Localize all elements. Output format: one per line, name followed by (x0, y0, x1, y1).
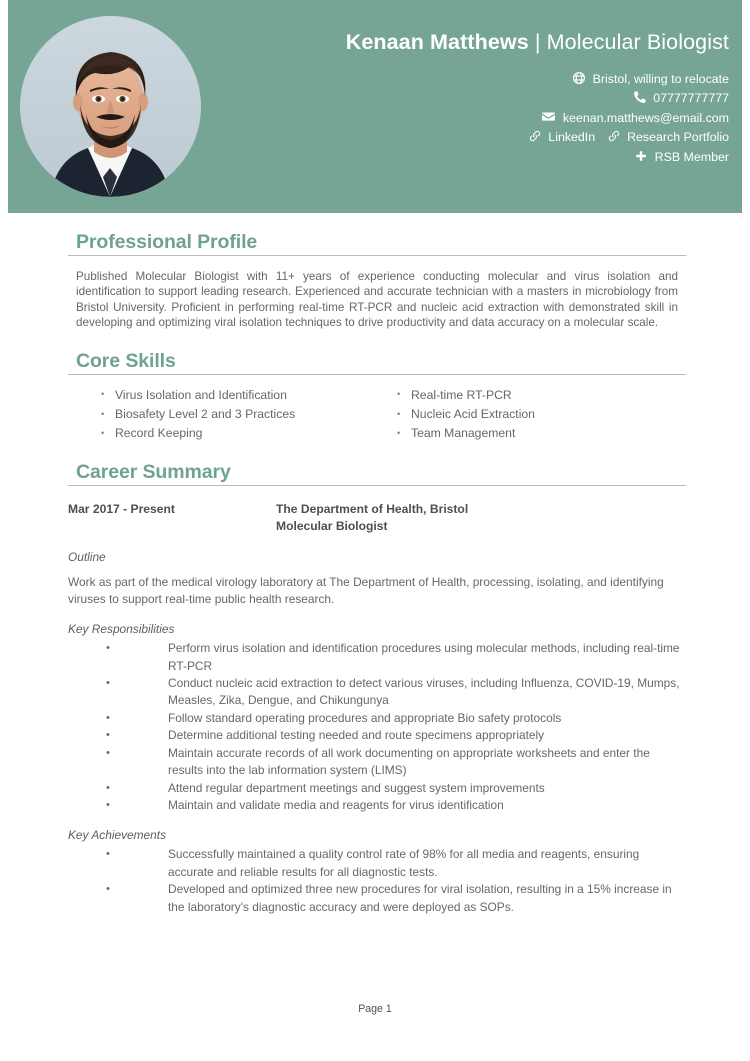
contact-portfolio[interactable] (608, 128, 729, 148)
list-item-text: Developed and optimized three new procedures for viral isolation, resulting in a 15% increase in the laboratory's diagnostic accuracy and were deployed as SOPs. (168, 882, 672, 914)
link-icon (529, 130, 541, 142)
list-item-text: Attend regular department meetings and suggest system improvements (168, 780, 545, 795)
contact-membership-label: RSB Member (654, 149, 729, 164)
job-header (68, 501, 686, 536)
bullet-marker: • (106, 798, 110, 811)
list-item: • Nucleic Acid Extraction (395, 405, 686, 424)
bullet-marker: • (106, 883, 110, 896)
bullet-marker: • (106, 711, 110, 724)
contact-row-membership (346, 148, 729, 168)
contact-location-label: Bristol, willing to relocate (592, 71, 729, 86)
contact-row-phone (346, 89, 729, 109)
contact-linkedin-label: LinkedIn (548, 130, 596, 145)
core-skills-columns (68, 386, 686, 444)
profile-photo (20, 16, 201, 197)
title-separator: | (534, 30, 541, 54)
resume-header-band (8, 0, 742, 213)
job-company: The Department of Health, Bristol (276, 501, 469, 516)
list-item (68, 881, 686, 916)
job-title: Molecular Biologist (276, 519, 388, 534)
envelope-icon (542, 110, 555, 123)
list-item (68, 797, 686, 814)
contact-email[interactable] (542, 109, 729, 129)
list-item-text: Successfully maintained a quality control rate of 98% for all media and reagents, ensuring accurate and reliable results for all diagnostic tests. (168, 847, 640, 879)
list-item-text: Conduct nucleic acid extraction to detect various viruses, including Influenza, COVID-19, Mumps, Measles, Zika, Dengue, and Chikungunya (168, 676, 680, 708)
responsibilities-list (68, 640, 686, 814)
contact-portfolio-label: Research Portfolio (627, 130, 729, 145)
core-skills-heading-wrap (68, 350, 686, 375)
list-item: • Virus Isolation and Identification (99, 386, 377, 405)
header-text-block (346, 30, 729, 167)
bullet-marker: • (106, 642, 110, 655)
bullet-marker: • (106, 848, 110, 861)
bullet-marker: • (106, 781, 110, 794)
professional-profile-heading-wrap (68, 231, 686, 256)
core-skills-column-right (377, 386, 686, 444)
career-summary-heading-wrap (68, 461, 686, 486)
job-dates: Mar 2017 - Present (68, 501, 175, 516)
contact-row-links (346, 128, 729, 148)
list-item (68, 675, 686, 710)
section-heading: Professional Profile (76, 231, 258, 253)
page-title (346, 30, 729, 56)
section-professional-profile (0, 213, 750, 331)
list-item (68, 640, 686, 675)
achievements-label: Key Achievements (68, 828, 167, 843)
section-core-skills (0, 331, 750, 444)
plus-icon (635, 150, 647, 162)
contact-linkedin[interactable] (529, 128, 595, 148)
resume-body (0, 213, 750, 916)
contact-location[interactable] (573, 70, 729, 90)
list-item-text: Perform virus isolation and identification procedures using molecular methods, including real-time RT-PCR (168, 641, 680, 673)
achievements-list (68, 846, 686, 916)
candidate-name: Kenaan Matthews (345, 30, 529, 54)
list-item-text: Follow standard operating procedures and appropriate Bio safety protocols (168, 710, 562, 725)
section-heading: Core Skills (76, 349, 176, 372)
core-skills-column-left (68, 386, 377, 444)
list-item: • Record Keeping (99, 424, 377, 443)
page-footer (0, 1003, 750, 1015)
responsibilities-label: Key Responsibilities (68, 622, 175, 637)
contact-membership[interactable] (635, 148, 729, 168)
contact-phone-label: 07777777777 (653, 91, 729, 106)
page-number-label: Page 1 (358, 1003, 392, 1015)
list-item (68, 745, 686, 780)
link-icon (608, 130, 620, 142)
candidate-role: Molecular Biologist (546, 30, 729, 54)
list-item-text: Determine additional testing needed and route specimens appropriately (168, 728, 545, 743)
career-entry (68, 501, 686, 916)
contact-email-label: keenan.matthews@email.com (562, 110, 729, 125)
outline-text: Work as part of the medical virology laboratory at The Department of Health, processing, isolating, and identifying viruses to support real-time public health research. (68, 574, 664, 607)
contact-details (346, 70, 729, 168)
list-item (68, 780, 686, 797)
job-meta (276, 501, 686, 536)
section-heading: Career Summary (76, 460, 231, 483)
professional-profile-text: Published Molecular Biologist with 11+ years of experience conducting molecular and virus isolation and identification to support leading research. Experienced and accurate technician with a masters in microbiology from Bristol University. Proficient in performing real-time RT-PCR and nucleic acid extraction with demonstrated skill in developing and optimizing viral isolation techniques to drive productivity and data accuracy on a molecular scale. (76, 270, 678, 330)
list-item-text: Maintain accurate records of all work documenting on appropriate worksheets and enter the results into the lab information system (LIMS) (168, 745, 650, 778)
list-item: • Real-time RT-PCR (395, 386, 686, 405)
list-item (68, 710, 686, 727)
contact-phone[interactable] (634, 89, 729, 109)
outline-label: Outline (68, 549, 106, 564)
phone-icon (634, 91, 646, 103)
bullet-marker: • (106, 746, 110, 759)
list-item (68, 846, 686, 881)
list-item-text: Maintain and validate media and reagents for virus identification (168, 797, 504, 812)
bullet-marker: • (106, 729, 110, 742)
globe-icon (573, 72, 585, 84)
section-career-summary (0, 444, 750, 916)
list-item: • Team Management (395, 424, 686, 443)
list-item: • Biosafety Level 2 and 3 Practices (99, 405, 377, 424)
list-item (68, 727, 686, 744)
contact-row-location (346, 70, 729, 90)
contact-row-email (346, 109, 729, 129)
bullet-marker: • (106, 677, 110, 690)
avatar (20, 16, 201, 197)
